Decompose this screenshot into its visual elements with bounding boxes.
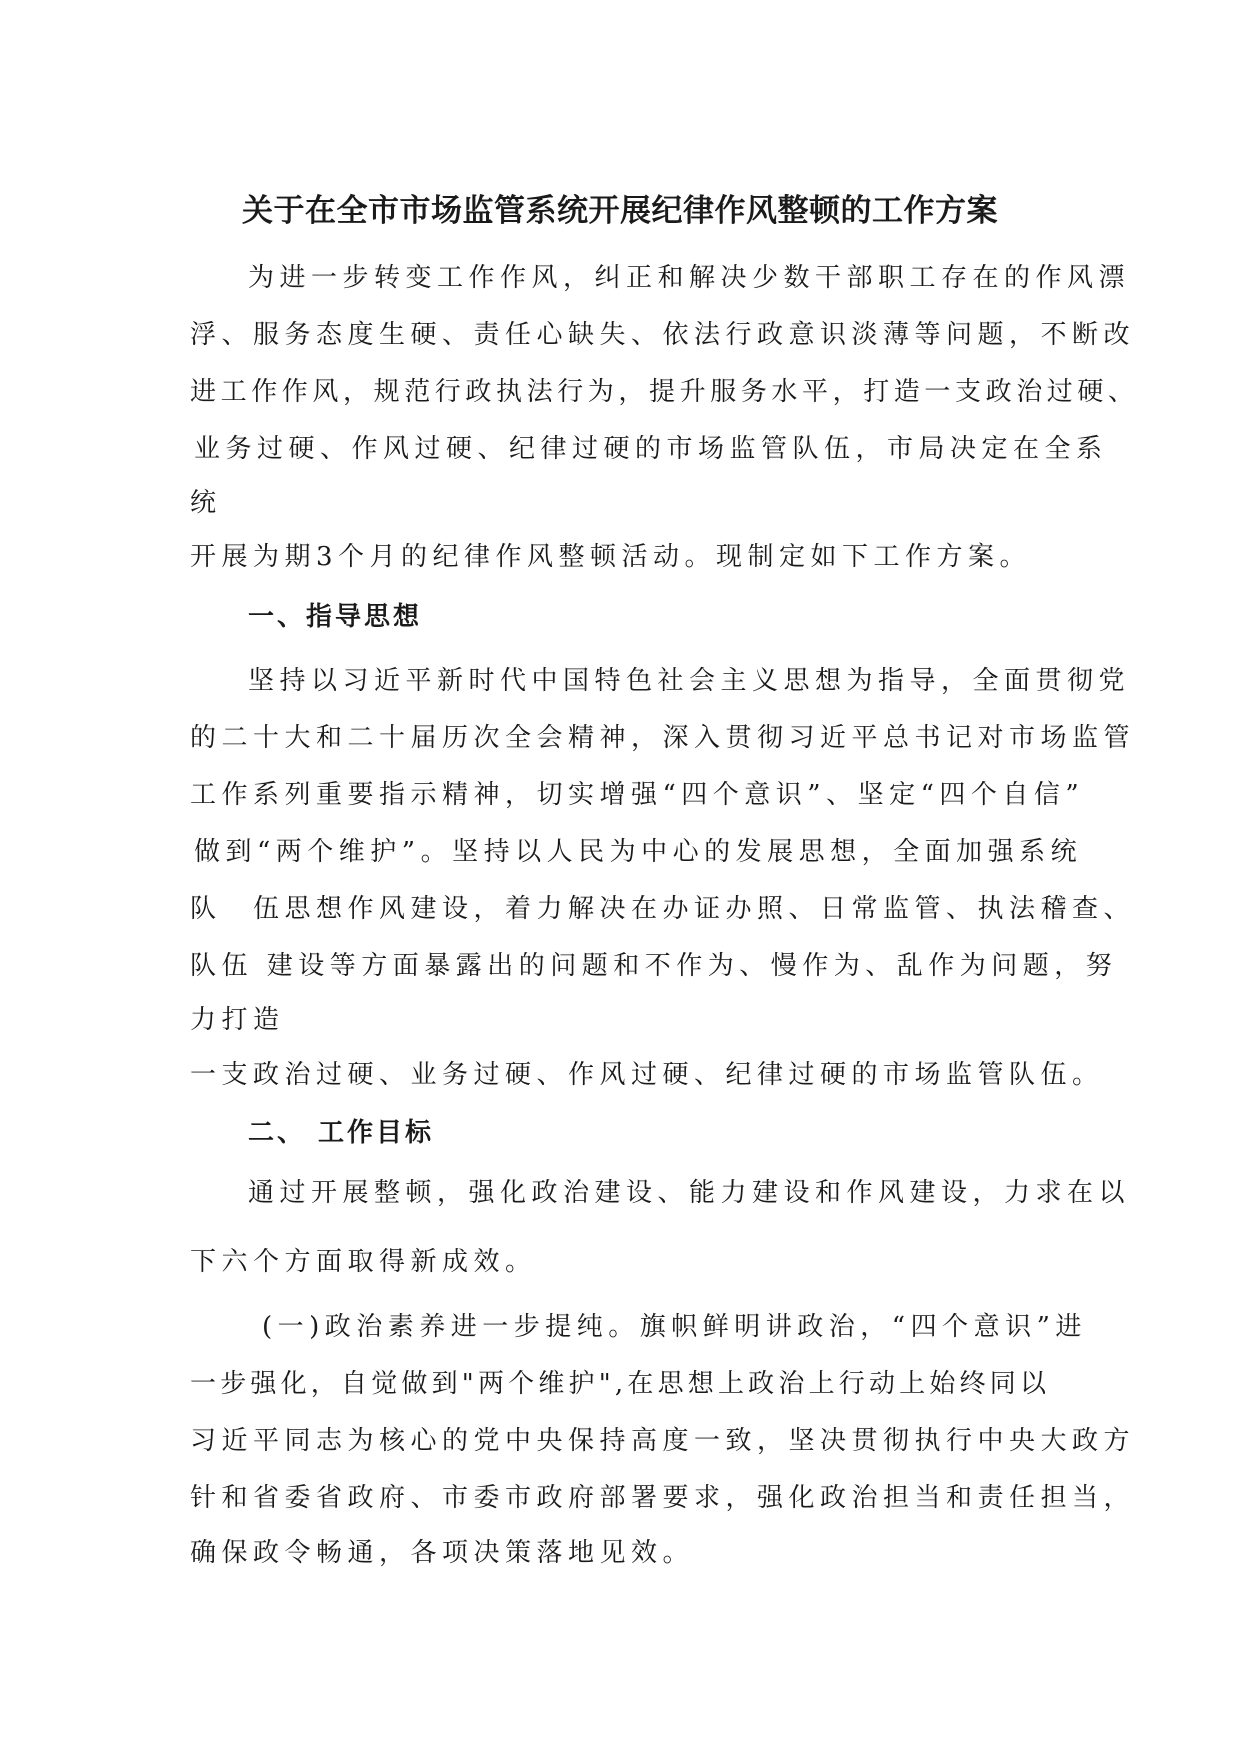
intro-line: 业务过硬、作风过硬、纪律过硬的市场监管队伍，市局决定在全系 — [194, 434, 1108, 464]
paragraph-line: 下六个方面取得新成效。 — [190, 1247, 537, 1277]
paragraph-line: 工作系列重要指示精神，切实增强“四个意识”、坚定“四个自信” — [190, 780, 1085, 810]
item-line: 确保政令畅通，各项决策落地见效。 — [190, 1538, 695, 1568]
item-line: 一步强化，自觉做到"两个维护",在思想上政治上行动上始终同以 — [190, 1369, 1051, 1399]
intro-line: 为进一步转变工作作风，纠正和解决少数干部职工存在的作风漂 — [248, 263, 1131, 293]
intro-line: 统 — [190, 488, 222, 518]
item-line: (一)政治素养进一步提纯。旗帜鲜明讲政治，“四个意识”进 — [262, 1312, 1087, 1342]
section-heading: 工作目标 — [318, 1118, 435, 1148]
paragraph-line: 队伍 建设等方面暴露出的问题和不作为、慢作为、乱作为问题，努 — [190, 951, 1118, 981]
intro-line: 进工作作风，规范行政执法行为，提升服务水平，打造一支政治过硬、 — [190, 377, 1139, 407]
paragraph-line: 坚持以习近平新时代中国特色社会主义思想为指导，全面贯彻党 — [248, 666, 1131, 696]
paragraph-line: 力打造 — [190, 1005, 285, 1035]
item-line: 针和省委省政府、市委市政府部署要求，强化政治担当和责任担当， — [190, 1483, 1136, 1513]
document-title: 关于在全市市场监管系统开展纪律作风整顿的工作方案 — [242, 193, 998, 229]
paragraph-line: 通过开展整顿，强化政治建设、能力建设和作风建设，力求在以 — [248, 1178, 1131, 1208]
paragraph-line: 队 伍思想作风建设，着力解决在办证办照、日常监管、执法稽查、 — [190, 894, 1136, 924]
paragraph-line: 一支政治过硬、业务过硬、作风过硬、纪律过硬的市场监管队伍。 — [190, 1060, 1104, 1090]
intro-line: 浮、服务态度生硬、责任心缺失、依法行政意识淡薄等问题，不断改 — [190, 320, 1136, 350]
section-heading: 一、指导思想 — [248, 602, 423, 632]
paragraph-line: 做到“两个维护”。坚持以人民为中心的发展思想，全面加强系统 — [194, 837, 1083, 867]
section-heading-number: 二、 — [248, 1118, 307, 1148]
paragraph-line: 的二十大和二十届历次全会精神，深入贯彻习近平总书记对市场监管 — [190, 723, 1136, 753]
item-line: 习近平同志为核心的党中央保持高度一致，坚决贯彻执行中央大政方 — [190, 1426, 1136, 1456]
intro-line: 开展为期3个月的纪律作风整顿活动。现制定如下工作方案。 — [190, 542, 1032, 572]
